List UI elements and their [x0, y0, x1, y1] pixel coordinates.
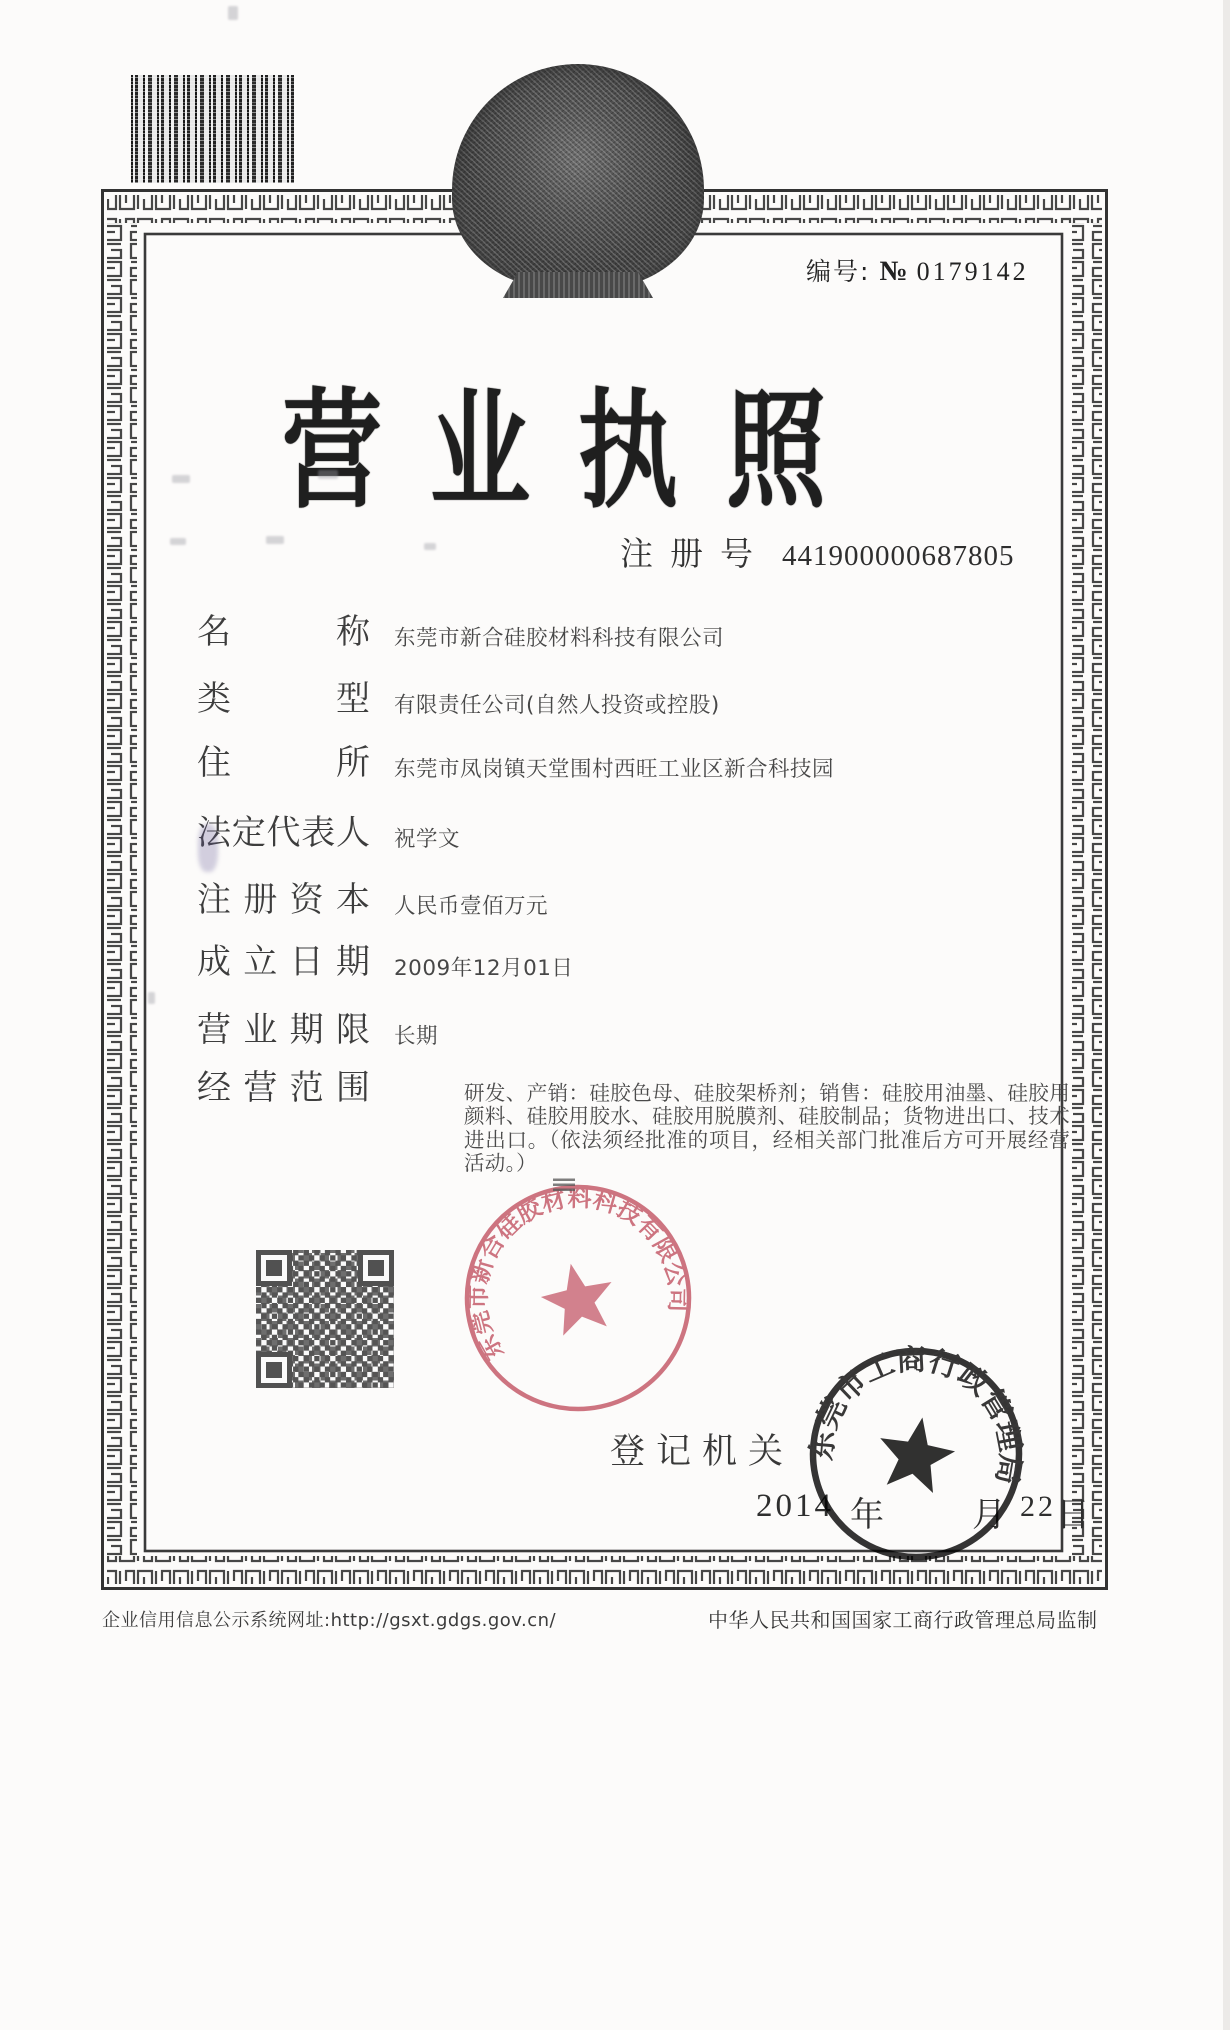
field-row-name: [197, 614, 724, 652]
footer-issuing-authority: 中华人民共和国国家工商行政管理总局监制: [708, 1608, 1098, 1632]
scan-artifact: [148, 992, 155, 1004]
field-value: 东莞市新合硅胶材料科技有限公司: [394, 626, 725, 651]
field-value: 东莞市凤岗镇天堂围村西旺工业区新合科技园: [394, 757, 835, 782]
field-row-type: [197, 681, 720, 719]
footer-public-info-url: 企业信用信息公示系统网址:http://gsxt.gdgs.gov.cn/: [102, 1610, 557, 1631]
barcode: [131, 75, 294, 183]
qr-finder-top-right: [358, 1250, 394, 1286]
svg-text:东莞市新合硅胶材料科技有限公司: [448, 1168, 699, 1367]
field-row-business-scope: [197, 1070, 1070, 1176]
field-label: 类型: [197, 679, 370, 719]
registration-number-label: 注册号: [620, 534, 770, 573]
field-value: 2009年12月01日: [394, 956, 574, 981]
field-label: 住所: [197, 743, 370, 783]
field-value: 有限责任公司(自然人投资或控股): [394, 693, 720, 718]
field-value-scope: 研发、产销：硅胶色母、硅胶架桥剂；销售：硅胶用油墨、硅胶用颜料、硅胶用胶水、硅胶用脱膜剂、硅胶制品；货物进出口、技术进出口。（依法须经批准的项目，经相关部门批准后方可开展经营活动。）: [464, 1081, 1070, 1176]
border-meander-right: [1072, 223, 1102, 1556]
issue-date-day: 22: [1020, 1490, 1056, 1523]
scan-artifact: [170, 538, 186, 545]
issue-date-day-unit: 日: [1056, 1495, 1090, 1535]
scan-artifact: [424, 543, 436, 550]
field-label: 名称: [197, 612, 370, 652]
field-row-legal-representative: [197, 815, 460, 853]
border-meander-left: [107, 223, 137, 1556]
scan-artifact: [228, 6, 238, 20]
serial-label: 编号:: [806, 257, 871, 286]
stamp-star-icon: [872, 1411, 959, 1495]
qr-finder-top-left: [256, 1250, 292, 1286]
scan-artifact: [318, 470, 338, 479]
field-row-establishment-date: [197, 944, 573, 982]
qr-code: [256, 1250, 394, 1388]
registration-number-value: 441900000687805: [782, 540, 1015, 572]
field-row-address: [197, 745, 834, 783]
field-row-business-term: [197, 1012, 438, 1050]
field-label: 营业期限: [197, 1010, 370, 1050]
field-label: 法定代表人: [197, 813, 370, 853]
field-row-registered-capital: [197, 882, 548, 920]
national-emblem: [452, 64, 704, 290]
registry-black-stamp: [800, 1338, 1032, 1570]
serial-number-line: [806, 252, 1029, 288]
seal-star-icon: [535, 1256, 620, 1338]
issue-date-year-unit: 年: [850, 1495, 884, 1535]
field-value: 祝学文: [394, 827, 461, 852]
field-value: 长期: [394, 1024, 439, 1049]
numero-symbol: №: [879, 256, 908, 287]
issue-date-month-unit: 月: [972, 1495, 1006, 1535]
serial-digits: 0179142: [916, 257, 1029, 286]
field-label: 成立日期: [197, 942, 370, 982]
registration-number-line: [620, 528, 1015, 575]
registry-stamp-text: 东莞市工商行政管理局: [804, 1342, 1028, 1487]
registrar-label: 登记机关: [610, 1432, 795, 1472]
scan-artifact: [553, 1176, 575, 1191]
company-red-seal: [448, 1168, 708, 1428]
ink-smudge: [198, 824, 218, 872]
issue-date-year: 2014: [756, 1488, 834, 1524]
scan-artifact: [172, 475, 190, 483]
field-label: 经营范围: [197, 1068, 370, 1108]
scan-edge: [1223, 0, 1230, 2030]
scan-artifact: [266, 536, 284, 544]
license-title: 营业执照: [282, 376, 874, 526]
company-seal-text: 东莞市新合硅胶材料科技有限公司: [463, 1183, 693, 1365]
field-value: 人民币壹佰万元: [394, 894, 549, 919]
field-label: 注册资本: [197, 880, 370, 920]
qr-finder-bottom-left: [256, 1352, 292, 1388]
